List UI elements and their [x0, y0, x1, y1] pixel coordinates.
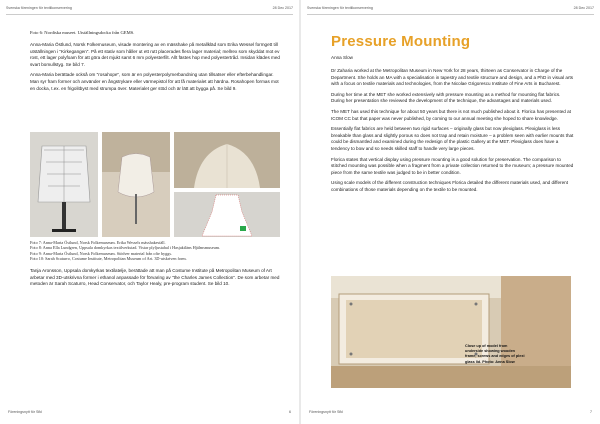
- page-number: 6: [289, 410, 291, 414]
- right-page-header: [307, 6, 594, 15]
- header-date: 28 Dec 2017: [573, 6, 594, 10]
- photo-3d-printed-form: [174, 192, 280, 237]
- photo-captions: [30, 240, 280, 262]
- right-paragraph: Dr Zaharia worked at the Metropolitan Museum in New York for 28 years, thirteen as Conservator in Charge of the Department. She holds an MA with a specialisation in tapestry and textile structure and design, and a PhD in visual arts with a focus on textile materials and technologies, from the Nicolae Grigorescu Institute of Fine Arts in Bucharest.: [331, 68, 574, 87]
- photo-torso-form: [174, 132, 280, 188]
- left-body-text: [30, 42, 280, 96]
- torso-form-illustration: [174, 132, 280, 188]
- left-page: [0, 0, 299, 424]
- mount-model-illustration: [331, 276, 571, 388]
- right-page: [301, 0, 600, 424]
- right-paragraph: Essentially flat fabrics are held between two rigid surfaces – originally glass but now plexiglass. Plexiglass is less breakable than glass and slightly porous so does not trap and retain moisture – a problem seen with earlier mounts that could be dismantled and examined during the redesign of the plastic Gallery at the MET. Plexiglass does have a tendency to bow and so needs skilled staff to handle very large pieces.: [331, 126, 574, 151]
- photo-caption: Foto 8: Anna Ella Lundgren, Uppsala domkyrkas textilverkstad. Vistar plyljustahal i Hasjaktläns Hjälmsmuseum.: [30, 245, 221, 251]
- left-paragraph: Anna-Maria berättade också om "rosahope", som är en polyesterpolymerbandning utan tillsatser eller efterbehandlingar. Man syr fram former och använder en ångstrykare eller värmepistol för att få materialet att härdna. Rosahopen formas mot en docka, t.ex. en frigolitbyst med strumpa över. Materialet ger stöd och är lätt att bygga på. Se bild 9.: [30, 72, 279, 91]
- right-paragraph: During her time at the MET she worked extensively with pressure mounting as a method for mounting flat fabrics. During her presentation she reviewed the development of the technique, the advantages and materials used.: [331, 91, 561, 104]
- article-author: Anna Slow: [331, 55, 353, 60]
- left-paragraph: Anna-Maria Östlund, Norsk Folkemuseum, visade montering av en mässhake på metallkläd som Erika Wessel formgett till utställningen i "Kirkegangen". På ett stativ som håller ut ett rutt placerades flera lager material; mellrex som skyddat mot ev rost, ett lager polyfoam för att göra det mjukt samt 6 mm polyesterfilt. Allt fästes hop med polyestertråd. Insidan klädes med svart bomullstyg. Se bild 7.: [30, 42, 280, 67]
- photo-mount-model: [331, 276, 571, 388]
- left-bottom-paragraph: Tanja Aronsson, Uppsala domkyrkas textilatelje, berättade att man på Costume Institute på Metropolitan Museum of Art arbetar med 3D-utskrivna former i ethanol anpassade för förvaring av "the Charles James Collection". De som arbetar med metoden är Sarah Scaturro, Head Conservator, och Taylor Healy, pre-program student. Se bild 10.: [30, 268, 280, 287]
- right-paragraph: Using scale models of the different construction techniques Florica detailed the different materials used, and different combinations of those materials depending on the textile to be mounted.: [331, 180, 568, 192]
- right-paragraph: Florica states that vertical display using pressure mounting is a good solution for preservation. The comparison to stitched mounting was possible when a fragment from a private collection returned to the museum; a pressure mounted piece from the same textile was judged to be in better condition.: [331, 156, 574, 175]
- header-left: Svenska föreningen för textilkonservering: [307, 6, 373, 10]
- footer-publication: Föreningsnytt för SfkI: [309, 410, 344, 414]
- bodice-form-illustration: [102, 132, 170, 237]
- page-number: 7: [590, 410, 592, 414]
- photo-chasuble-mount: [30, 132, 98, 237]
- photo-caption: Foto 9: Anna-Maria Östlund, Norsk Folkemuseum. Stödver material från ofte byggs.: [30, 250, 173, 256]
- photo-caption: Foto 10: Sarah Scaturro, Costume Institute, Metropolitan Museum of Art. 3D-utskriven form.: [30, 256, 187, 262]
- photo-caption: Foto 7: Anna-Maria Östlund, Norsk Folkemuseum. Erika Wessels mässhakeställ.: [30, 240, 166, 245]
- left-page-header: [6, 6, 293, 15]
- photo-bodice-form: [102, 132, 170, 237]
- header-left: Svenska föreningen för textilkonservering: [6, 6, 72, 10]
- right-paragraph: The MET has used this technique for about 50 years but there is not much published about it. Florica has presented at ICOM CC but that paper was never published, by coming to our annual meeting she hoped to share knowledge.: [331, 108, 571, 121]
- chasuble-mount-illustration: [30, 132, 98, 237]
- right-page-footer: [309, 410, 592, 414]
- article-title: Pressure Mounting: [331, 33, 471, 50]
- footer-publication: Föreningsnytt för SfkI: [8, 410, 43, 414]
- printed-form-illustration: [174, 192, 280, 237]
- header-date: 28 Dec 2017: [272, 6, 293, 10]
- left-page-footer: [8, 410, 291, 414]
- right-body-text: [331, 68, 575, 198]
- figure-note: Foto 6: Nordiska museet. Utställningsdocka från GEMS.: [30, 30, 135, 35]
- photo-caption-overlay: Close up of model from underside showing wooden frame, screws and edges of plexi glass lid. Photo: Anna Slow: [465, 344, 525, 364]
